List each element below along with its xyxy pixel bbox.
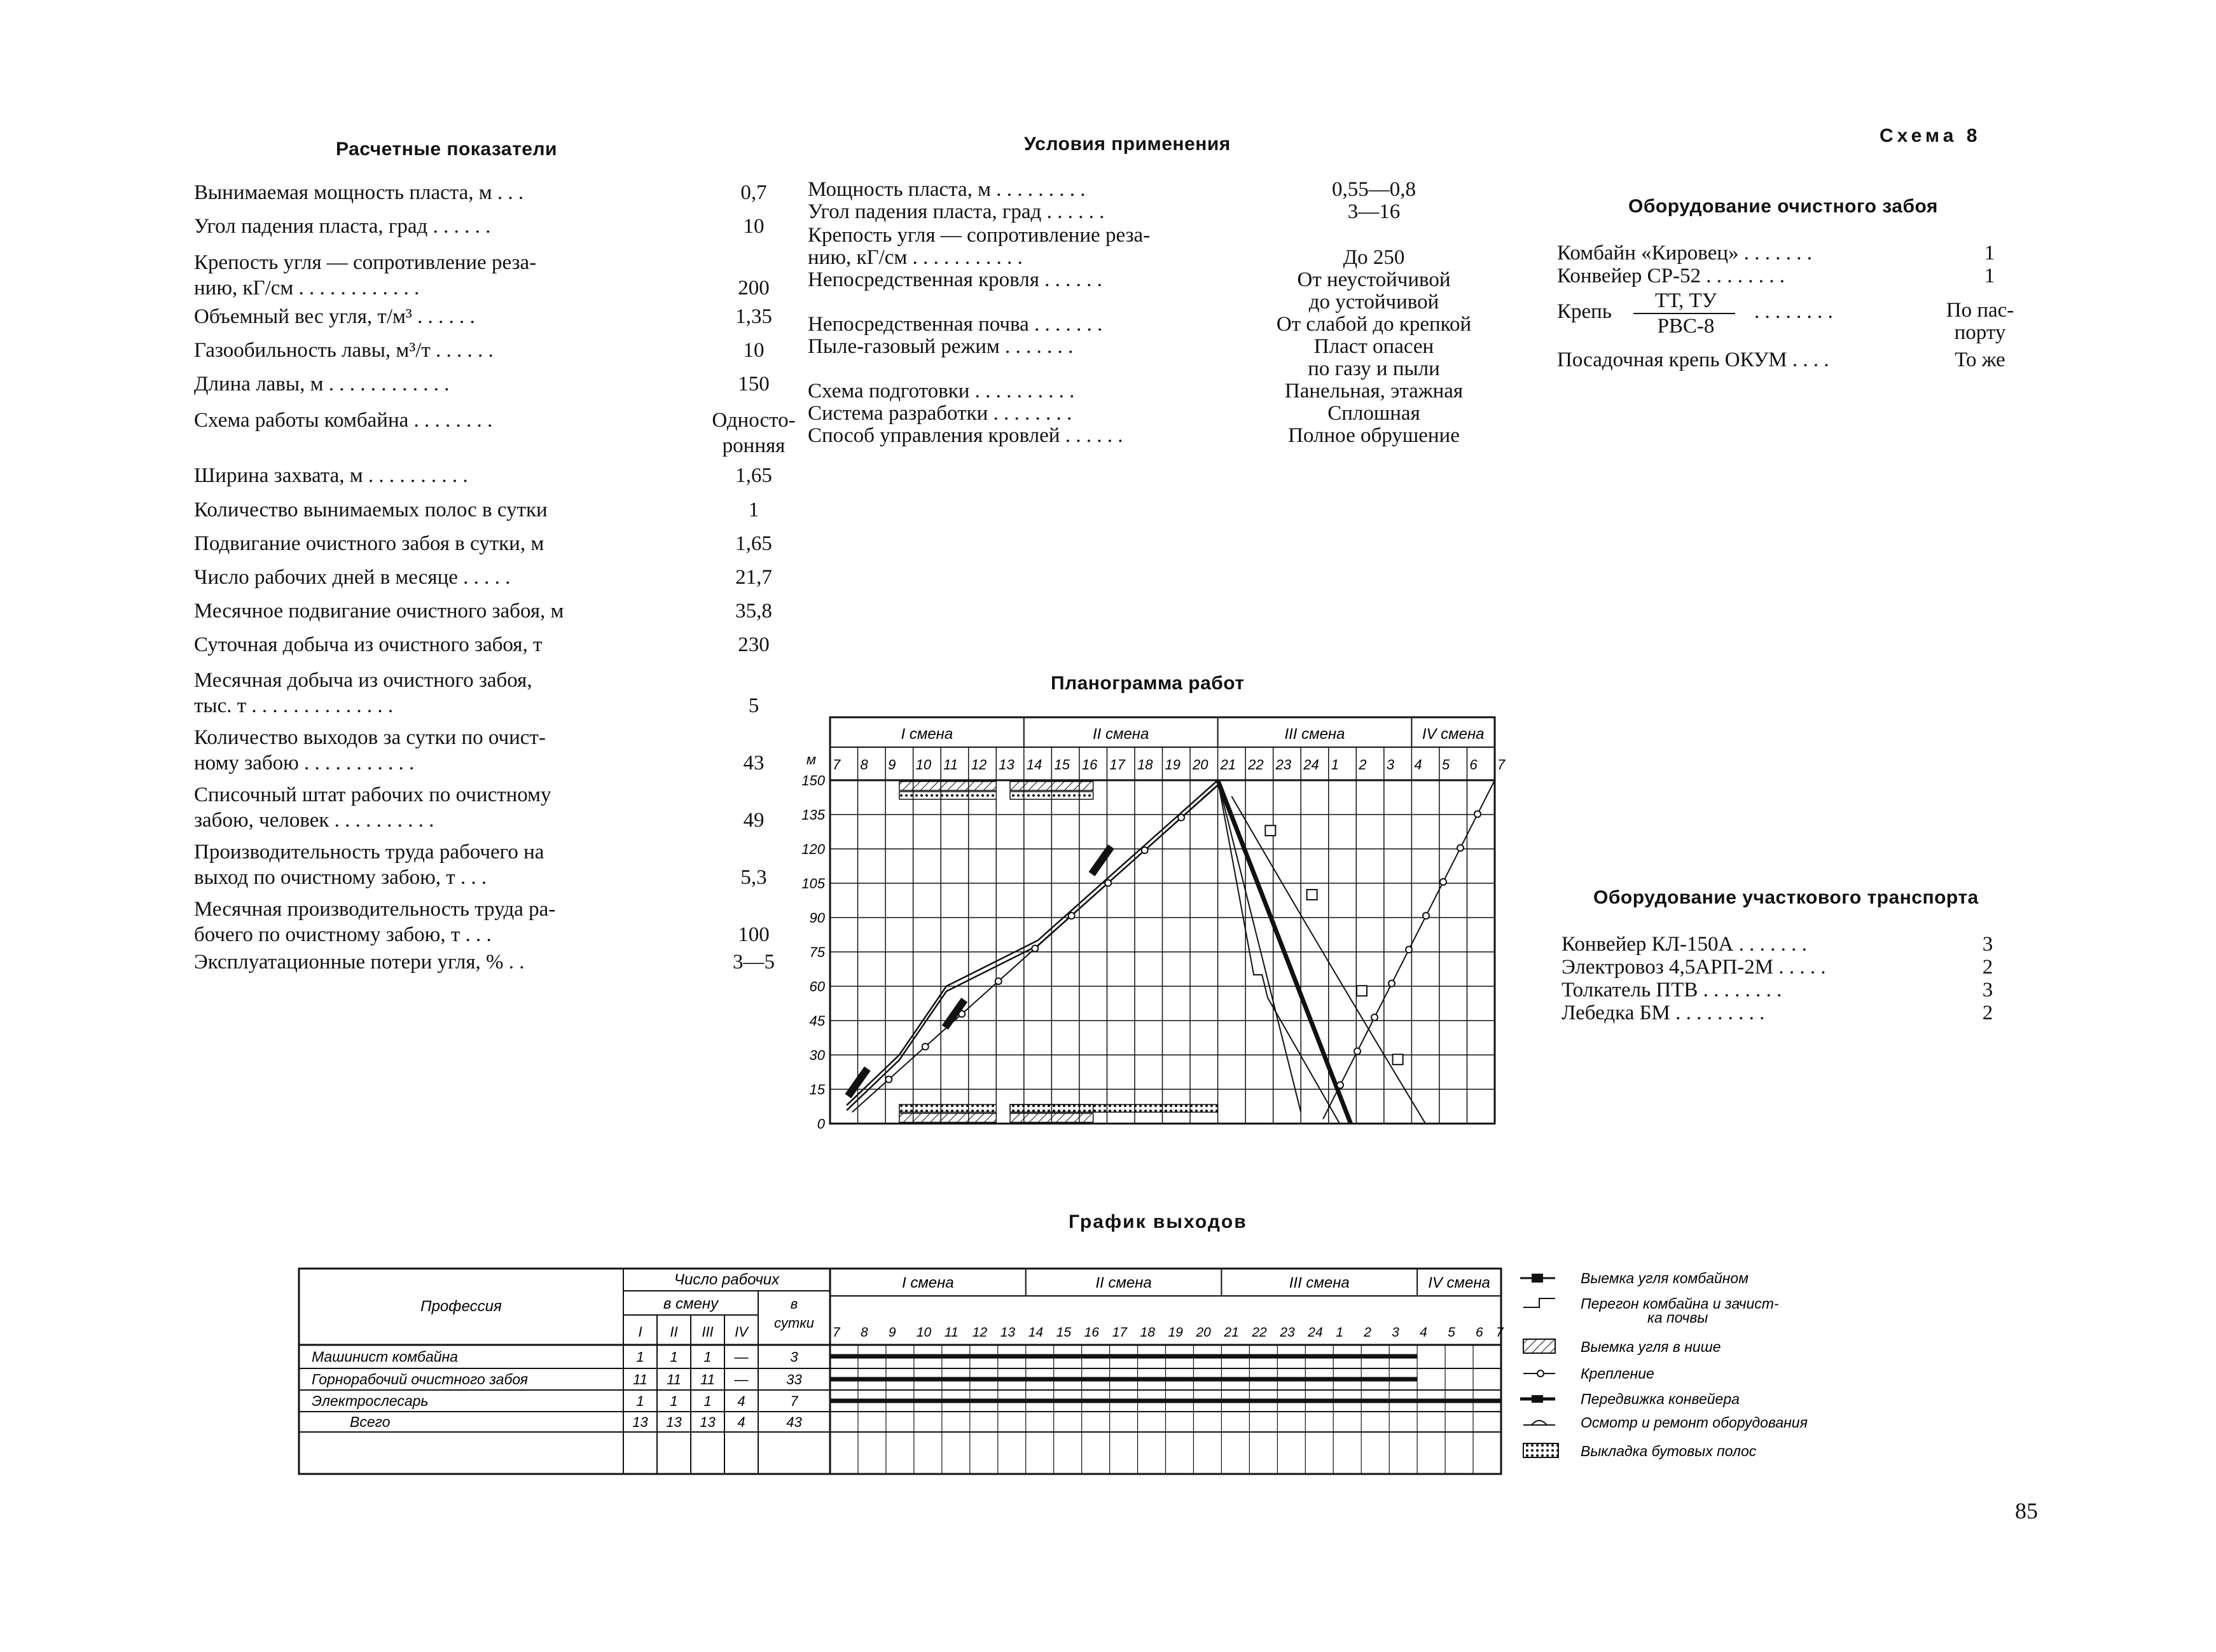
day-count: 43	[786, 1414, 802, 1430]
shift-count: 1	[670, 1349, 678, 1365]
legend-label: Выемка угля комбайном	[1581, 1270, 1749, 1286]
planogram-title: Планограмма работ	[1051, 673, 1245, 694]
shift-count: 13	[666, 1414, 682, 1430]
row-label: бочего по очистному забою, т . . .	[194, 923, 492, 946]
row-value: Односто-	[712, 409, 796, 432]
row-value: ронняя	[722, 434, 786, 457]
hour-tick: 2	[1364, 1325, 1371, 1340]
row-label: Крепость угля — сопротивление реза-	[194, 251, 537, 274]
pack-block	[899, 1105, 996, 1112]
hour-tick: 18	[1137, 757, 1153, 773]
row-label: забою, человек . . . . . . . . . .	[194, 809, 434, 832]
hour-tick: 22	[1248, 757, 1264, 773]
hour-tick: 18	[1140, 1325, 1155, 1340]
row-label: Газообильность лавы, м³/т . . . . . .	[194, 339, 494, 362]
row-label: Месячное подвигание очистного забоя, м	[194, 600, 564, 623]
support-marker	[1406, 946, 1412, 953]
hour-tick: 10	[915, 757, 932, 773]
shift-count: 11	[700, 1372, 715, 1387]
support-marker	[1354, 1048, 1361, 1054]
y-tick: 60	[809, 979, 825, 995]
inspection-marker	[1393, 1054, 1403, 1064]
row-label: Ширина захвата, м . . . . . . . . . .	[194, 464, 468, 487]
cond-title: Условия применения	[1024, 134, 1231, 155]
hour-tick: 7	[1496, 1325, 1504, 1340]
hour-tick: 15	[1054, 757, 1070, 773]
inspection-marker	[1265, 825, 1275, 836]
hour-tick: 24	[1308, 1325, 1323, 1340]
y-tick: 0	[817, 1116, 825, 1132]
hour-tick: 7	[1497, 757, 1506, 773]
row-value: до устойчивой	[1308, 291, 1439, 313]
hour-tick: 8	[860, 1325, 868, 1340]
legend-label: Крепление	[1581, 1365, 1654, 1382]
inspection-marker	[1307, 890, 1317, 900]
y-tick: 135	[801, 807, 825, 823]
support-marker	[1440, 879, 1446, 885]
hour-tick: 17	[1112, 1325, 1127, 1340]
support-marker	[1105, 880, 1111, 886]
hour-tick: 10	[916, 1325, 932, 1340]
transport-title: Оборудование участкового транспорта	[1593, 887, 1979, 908]
row-value: 10	[743, 339, 765, 362]
shift-count: 13	[632, 1414, 648, 1430]
shift-count: 4	[737, 1393, 745, 1409]
row-label: Месячная добыча из очистного забоя,	[194, 669, 532, 692]
support-marker	[1371, 1014, 1378, 1021]
row-label: Крепость угля — сопротивление реза-	[808, 224, 1151, 247]
row-value: 3—16	[1347, 200, 1401, 223]
support-marker	[1337, 1082, 1343, 1089]
support-marker	[922, 1043, 929, 1050]
hour-tick: 19	[1168, 1325, 1183, 1340]
row-value: 21,7	[735, 566, 772, 589]
row-value: 35,8	[735, 600, 772, 623]
row-label: Пыле-газовый режим . . . . . . .	[808, 335, 1074, 358]
hour-tick: 21	[1224, 1325, 1239, 1340]
hour-tick: 19	[1165, 757, 1181, 773]
row-label: Система разработки . . . . . . . .	[808, 402, 1072, 425]
row-label: выход по очистному забою, т . . .	[194, 866, 487, 889]
row-label: Угол падения пласта, град . . . . . .	[808, 200, 1105, 223]
y-tick: 75	[809, 944, 825, 960]
row-value: 150	[738, 373, 770, 396]
row-label: Количество выходов за сутки по очист-	[194, 726, 546, 749]
row-label: Схема работы комбайна . . . . . . . .	[194, 409, 493, 432]
shift-label: IV смена	[1422, 726, 1485, 743]
day-count: 33	[786, 1372, 802, 1387]
hour-tick: 14	[1028, 1325, 1044, 1340]
combine-mark	[1091, 846, 1111, 874]
row-value: 5,3	[740, 866, 767, 889]
hour-tick: 1	[1336, 1325, 1343, 1340]
row-value: 10	[743, 215, 765, 238]
row-label: Подвигание очистного забоя в сутки, м	[194, 532, 544, 555]
row-value: От слабой до крепкой	[1276, 313, 1472, 336]
hour-tick: 16	[1084, 1325, 1099, 1340]
y-unit: м	[806, 752, 816, 767]
hour-tick: 5	[1448, 1325, 1455, 1340]
profession-name: Машинист комбайна	[312, 1348, 458, 1365]
support-marker	[995, 978, 1002, 984]
hour-tick: 20	[1196, 1325, 1211, 1340]
row-label: Угол падения пласта, град . . . . . .	[194, 215, 491, 238]
row-label: Суточная добыча из очистного забоя, т	[194, 633, 543, 656]
shift-label: III смена	[1284, 726, 1345, 743]
pack-block	[899, 792, 996, 799]
y-tick: 150	[801, 773, 825, 788]
row-value: 0,55—0,8	[1332, 178, 1416, 201]
hour-tick: 20	[1193, 757, 1208, 773]
shift-num: II	[670, 1324, 678, 1340]
hour-tick: 2	[1359, 757, 1367, 773]
shift-num: III	[702, 1324, 714, 1340]
row-value: 230	[738, 633, 770, 656]
shift-label: I смена	[902, 1274, 954, 1291]
support-marker	[1142, 847, 1148, 853]
row-label: Количество вынимаемых полос в сутки	[194, 499, 548, 521]
y-tick: 30	[809, 1047, 825, 1063]
planogram-chart	[782, 712, 1507, 1138]
row-value: 3—5	[733, 951, 775, 974]
hour-tick: 15	[1056, 1325, 1072, 1340]
row-label: Вынимаемая мощность пласта, м . . .	[194, 181, 524, 204]
row-label: Способ управления кровлей . . . . . .	[808, 424, 1123, 447]
scheme-label: Схема 8	[1880, 125, 1981, 146]
row-label: ному забою . . . . . . . . . . .	[194, 752, 415, 774]
hour-tick: 11	[944, 1325, 959, 1340]
profession-name: Горнорабочий очистного забоя	[312, 1371, 528, 1387]
row-label: Объемный вес угля, т/м³ . . . . . .	[194, 305, 475, 328]
support-marker	[1423, 912, 1429, 919]
row-label: нию, кГ/см . . . . . . . . . . .	[808, 246, 1023, 269]
legend-label: Передвижка конвейера	[1581, 1391, 1740, 1407]
row-label: Списочный штат рабочих по очистному	[194, 783, 551, 806]
hour-tick: 17	[1109, 757, 1125, 773]
support-marker	[1178, 815, 1184, 821]
hour-tick: 6	[1469, 757, 1478, 773]
hour-tick: 6	[1476, 1325, 1483, 1340]
legend-label: Выемка угля в нише	[1581, 1339, 1721, 1355]
hour-tick: 12	[971, 757, 987, 773]
shift-label: III смена	[1289, 1274, 1350, 1291]
row-label: Эксплуатационные потери угля, % . .	[194, 951, 525, 974]
row-label: Непосредственная кровля . . . . . .	[808, 268, 1102, 291]
row-value: 100	[738, 923, 770, 946]
hour-tick: 7	[833, 757, 841, 773]
y-tick: 90	[809, 910, 825, 926]
shift-num: IV	[735, 1324, 748, 1340]
legend-label: Выкладка бутовых полос	[1581, 1443, 1757, 1459]
niche-block	[1010, 1113, 1093, 1122]
y-tick: 45	[809, 1013, 825, 1029]
row-value: Сплошная	[1327, 402, 1420, 425]
niche-block	[899, 1113, 996, 1122]
row-value: От неустойчивой	[1297, 268, 1451, 291]
hour-tick: 13	[1000, 1325, 1016, 1340]
row-value: 1,65	[735, 532, 772, 555]
hour-tick: 4	[1420, 1325, 1427, 1340]
shift-label: II смена	[1093, 726, 1149, 743]
page-number: 85	[2015, 1498, 2038, 1524]
hour-tick: 14	[1026, 757, 1042, 773]
hour-tick: 23	[1280, 1325, 1295, 1340]
hour-tick: 5	[1441, 757, 1450, 773]
hour-tick: 7	[833, 1325, 840, 1340]
schedule-table	[296, 1265, 1507, 1478]
row-label: Схема подготовки . . . . . . . . . .	[808, 380, 1075, 403]
hour-tick: 4	[1414, 757, 1422, 773]
hour-tick: 12	[972, 1325, 988, 1340]
row-label: Непосредственная почва . . . . . . .	[808, 313, 1103, 336]
hour-tick: 9	[888, 1325, 896, 1340]
row-label: Мощность пласта, м . . . . . . . . .	[808, 178, 1086, 201]
shift-count: 4	[737, 1414, 745, 1430]
row-value: Панельная, этажная	[1284, 380, 1464, 403]
hour-tick: 21	[1220, 757, 1236, 773]
shift-count: 1	[703, 1393, 712, 1409]
hour-tick: 3	[1386, 757, 1395, 773]
support-marker	[885, 1077, 892, 1083]
row-value: 49	[743, 809, 765, 832]
pack-block	[1010, 1105, 1218, 1112]
support-marker	[1457, 845, 1464, 851]
shift-num: I	[638, 1324, 642, 1340]
y-tick: 15	[809, 1082, 825, 1098]
hour-tick: 11	[943, 757, 959, 773]
shift-label: II смена	[1095, 1274, 1152, 1291]
schedule-title: График выходов	[1069, 1211, 1247, 1232]
shift-count: 1	[636, 1349, 644, 1365]
calc-title: Расчетные показатели	[336, 139, 557, 160]
day-count: 7	[790, 1393, 798, 1409]
col-per-shift: в смену	[663, 1295, 719, 1312]
legend-label: Осмотр и ремонт оборудования	[1581, 1414, 1808, 1431]
row-value: 200	[738, 277, 770, 299]
shift-label: IV смена	[1428, 1274, 1490, 1291]
shift-count: —	[734, 1372, 749, 1387]
col-profession: Профессия	[420, 1298, 502, 1315]
row-label: Производительность труда рабочего на	[194, 841, 544, 864]
shift-count: 1	[670, 1393, 678, 1409]
shift-count: —	[734, 1349, 749, 1365]
y-tick: 120	[801, 841, 825, 857]
row-value: Полное обрушение	[1288, 424, 1460, 447]
row-value: 1	[748, 499, 759, 521]
row-value: 43	[743, 752, 765, 774]
equip-title: Оборудование очистного забоя	[1628, 196, 1938, 217]
support-marker	[1069, 912, 1075, 919]
hour-tick: 16	[1081, 757, 1098, 773]
y-tick: 105	[801, 876, 825, 891]
niche-block	[899, 781, 996, 790]
return-line	[1218, 780, 1301, 1112]
profession-name: Электрослесарь	[312, 1393, 429, 1409]
niche-block	[1010, 781, 1093, 790]
hour-tick: 22	[1252, 1325, 1267, 1340]
hour-tick: 23	[1275, 757, 1292, 773]
shift-count: 11	[633, 1372, 647, 1387]
row-label: тыс. т . . . . . . . . . . . . . .	[194, 694, 394, 717]
row-value: 1,65	[735, 464, 772, 487]
col-per-day: сутки	[774, 1315, 814, 1331]
row-label: Месячная производительность труда ра-	[194, 898, 556, 921]
hour-tick: 24	[1303, 757, 1319, 773]
pack-block	[1010, 792, 1093, 799]
legend	[1520, 1265, 1876, 1482]
col-workers: Число рабочих	[674, 1271, 780, 1288]
hour-tick: 8	[860, 757, 868, 773]
row-label: Число рабочих дней в месяце . . . . .	[194, 566, 511, 589]
legend-label: Перегон комбайна и зачист-	[1581, 1295, 1779, 1312]
row-label: Длина лавы, м . . . . . . . . . . . .	[194, 373, 450, 396]
hour-tick: 9	[888, 757, 896, 773]
day-count: 3	[790, 1349, 798, 1365]
shift-label: I смена	[901, 726, 953, 743]
row-value: 0,7	[740, 181, 767, 204]
shift-count: 13	[700, 1414, 716, 1430]
support-marker	[1388, 981, 1395, 987]
support-marker	[1474, 811, 1481, 817]
legend-label: ка почвы	[1647, 1309, 1708, 1326]
row-value: До 250	[1343, 246, 1405, 269]
hour-tick: 13	[999, 757, 1015, 773]
hour-tick: 3	[1392, 1325, 1399, 1340]
shift-count: 11	[667, 1372, 681, 1387]
row-value: Пласт опасен	[1313, 335, 1434, 358]
row-value: по газу и пыли	[1308, 357, 1440, 380]
shift-count: 1	[703, 1349, 712, 1365]
row-value: 1,35	[735, 305, 772, 328]
inspection-marker	[1357, 986, 1367, 996]
col-per-day: в	[790, 1296, 798, 1312]
row-value: 5	[748, 694, 759, 717]
profession-name: Всего	[350, 1414, 391, 1430]
hour-tick: 1	[1331, 757, 1339, 773]
shift-count: 1	[636, 1393, 644, 1409]
support-marker	[1032, 946, 1038, 952]
row-label: нию, кГ/см . . . . . . . . . . . .	[194, 277, 420, 299]
